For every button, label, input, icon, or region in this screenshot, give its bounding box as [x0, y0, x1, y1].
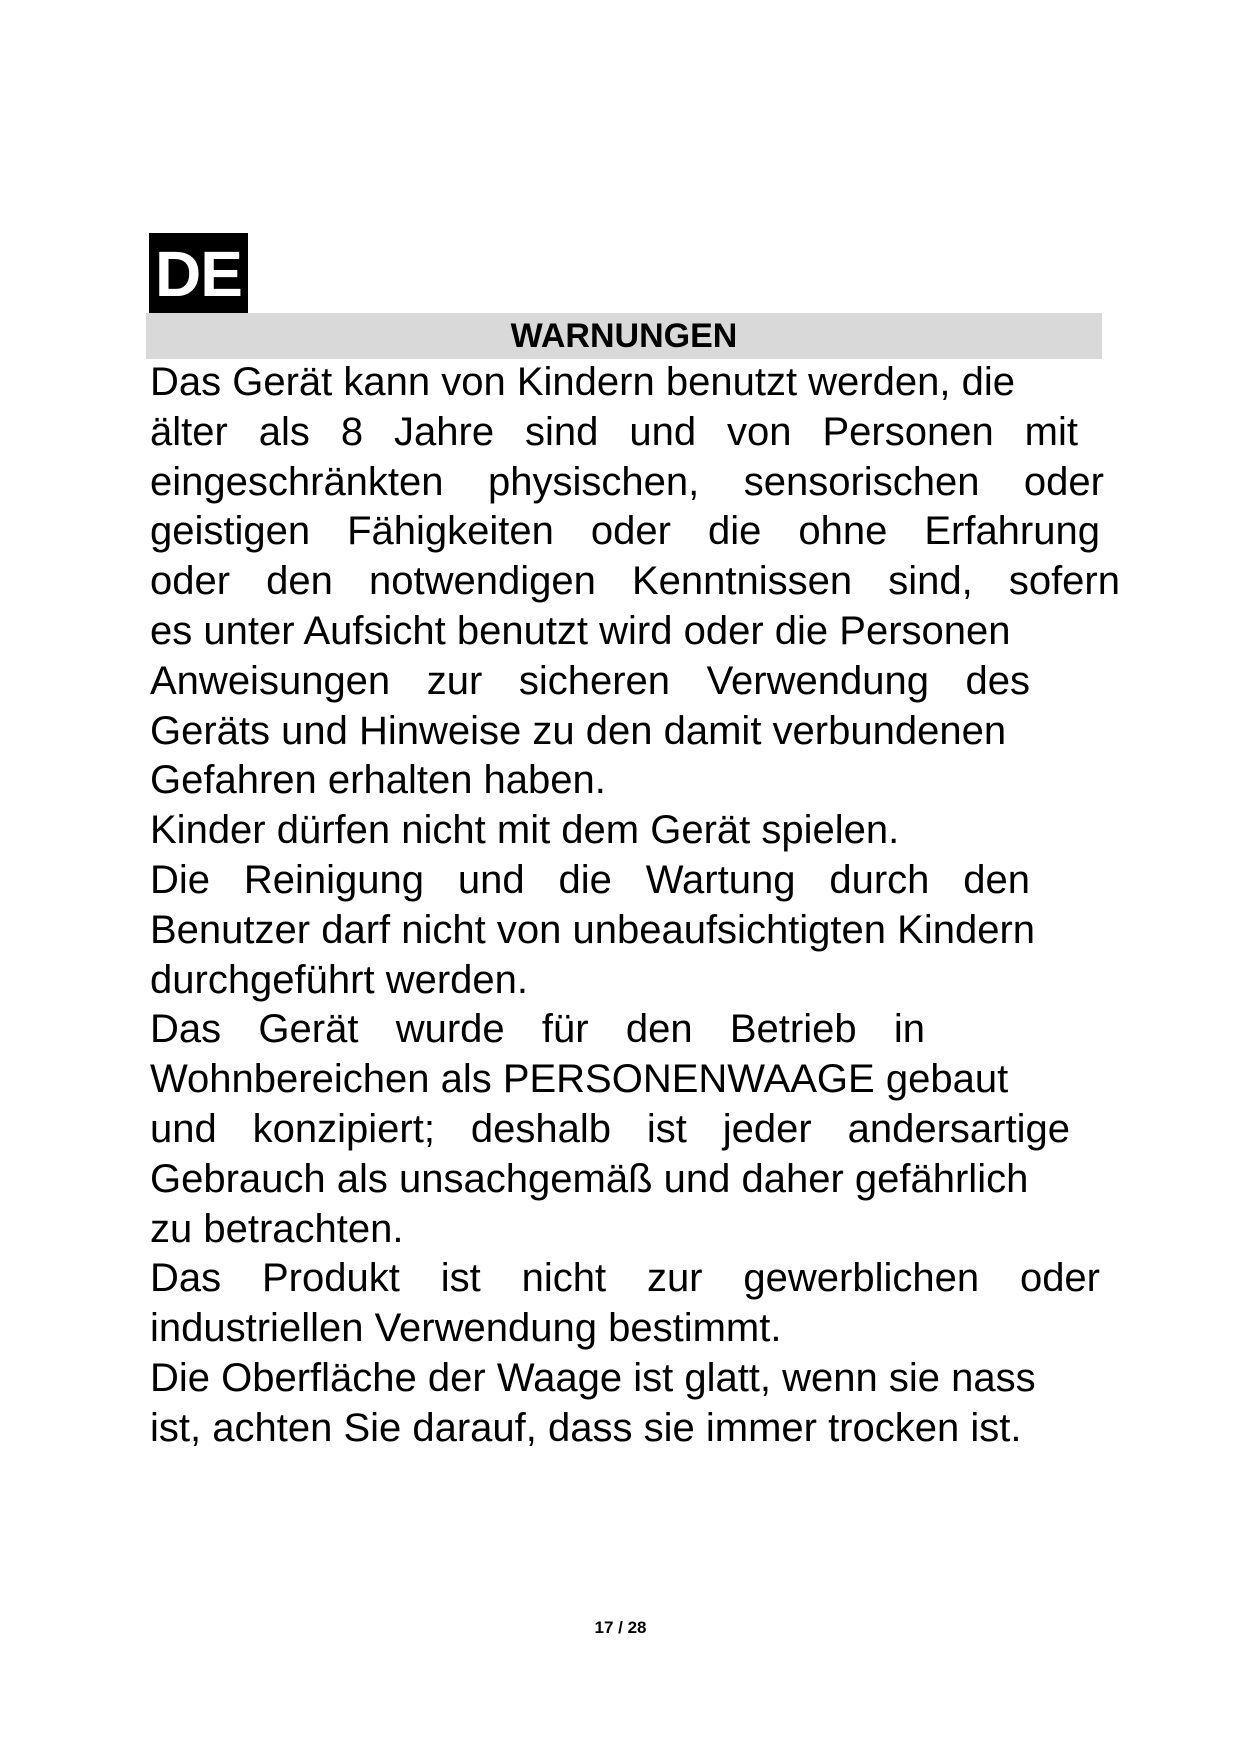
language-badge: DE: [149, 233, 248, 315]
warning-text-body: [150, 358, 1120, 1454]
section-title: WARNUNGEN: [146, 313, 1102, 359]
text-line: ist, achten Sie darauf, dass sie immer trocken ist.: [150, 1405, 1022, 1450]
text-line: industriellen Verwendung bestimmt.: [150, 1306, 782, 1351]
text-line: Gefahren erhalten haben.: [150, 758, 606, 803]
text-line: zu betrachten.: [150, 1206, 404, 1251]
page-number: 17 / 28: [594, 1618, 647, 1637]
text-line: Gebrauch als unsachgemäß und daher gefährlich: [150, 1156, 1029, 1201]
text-line: Die Oberfläche der Waage ist glatt, wenn sie nass: [150, 1355, 1036, 1400]
text-line: Die Reinigung und die Wartung durch den: [150, 857, 1030, 902]
text-line: Benutzer darf nicht von unbeaufsichtigten Kindern: [150, 907, 1036, 952]
text-line: Das Produkt ist nicht zur gewerblichen oder: [150, 1256, 1100, 1301]
text-line: Das Gerät wurde für den Betrieb in: [150, 1007, 925, 1052]
text-line: Das Gerät kann von Kindern benutzt werden, die: [150, 360, 1015, 404]
text-line: eingeschränkten physischen, sensorischen oder: [150, 459, 1104, 504]
text-line: geistigen Fähigkeiten oder die ohne Erfahrung: [150, 509, 1100, 554]
text-line: älter als 8 Jahre sind und von Personen mit: [150, 409, 1078, 454]
text-line: Kinder dürfen nicht mit dem Gerät spielen.: [150, 808, 900, 853]
text-line: Geräts und Hinweise zu den damit verbundenen: [150, 708, 1007, 753]
text-line: Anweisungen zur sicheren Verwendung des: [150, 658, 1030, 703]
text-line: es unter Aufsicht benutzt wird oder die Personen: [150, 608, 1011, 653]
text-line: durchgeführt werden.: [150, 957, 529, 1002]
text-line: und konzipiert; deshalb ist jeder andersartige: [150, 1106, 1070, 1151]
text-line: oder den notwendigen Kenntnissen sind, sofern: [150, 559, 1120, 604]
text-line: Wohnbereichen als PERSONENWAAGE gebaut: [150, 1057, 1009, 1102]
